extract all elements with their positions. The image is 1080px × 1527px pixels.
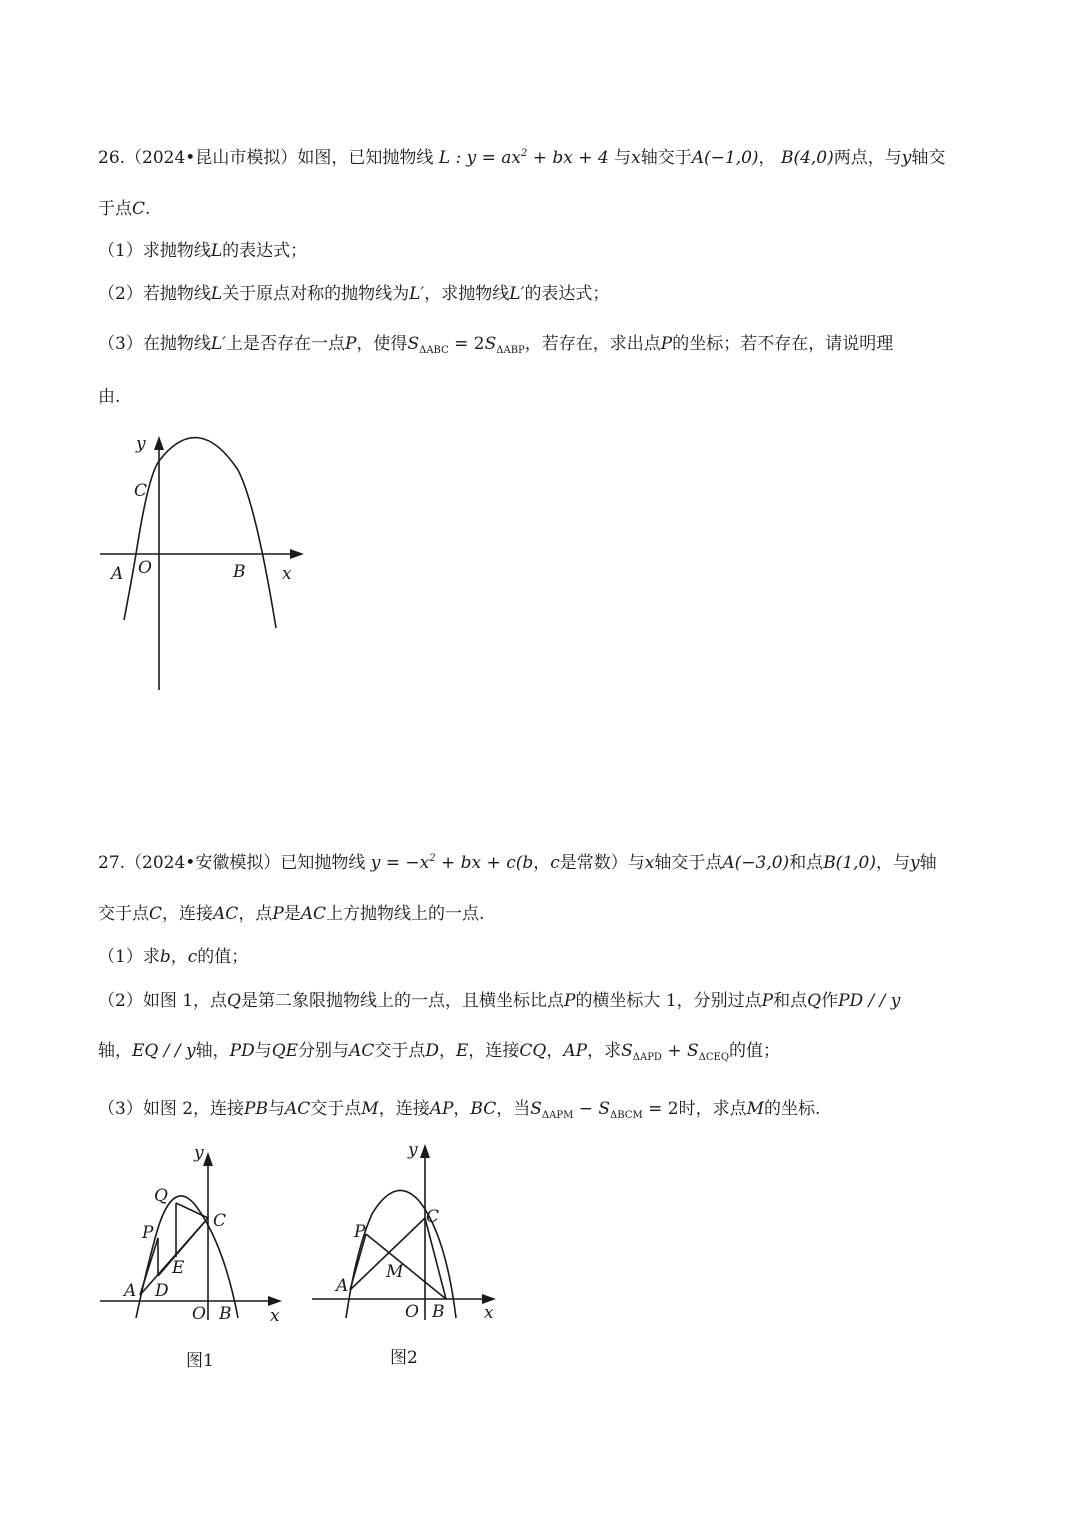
fig26-label-b: B [233, 562, 246, 582]
q27-line-2: 交于点C，连接AC，点P是AC上方抛物线上的一点. [98, 904, 485, 924]
fig2-label-p: P [354, 1222, 366, 1242]
q26-equation: L : $y = ax^2$ + bx + 4 [438, 148, 609, 168]
q26-var-y: y [901, 148, 912, 168]
q26-line-2: 于点C. [98, 199, 151, 219]
q27-part-1: （1）求b，c的值； [98, 947, 249, 967]
fig26-label-y: y [136, 434, 146, 454]
q26-text: 轴交 [911, 148, 946, 168]
fig1-label-c: C [213, 1211, 227, 1231]
q26-point-b: B(4,0) [780, 148, 834, 168]
fig2-label-x: x [484, 1303, 494, 1323]
fig2-label-o: O [405, 1302, 419, 1322]
fig1-label-q: Q [154, 1186, 168, 1206]
y-axis-arrow [420, 1144, 430, 1158]
q27-part-2-cont: 轴，EQ / / y轴，PD与QE分别与AC交于点D，E，连接CQ，AP，求$S_{\Delta APD} + S_{\Delta CEQ}$的值； [98, 1041, 781, 1063]
fig1-label-x: x [270, 1306, 280, 1326]
q26-part-1: （1）求抛物线L的表达式； [98, 241, 308, 261]
fig1-label-y: y [194, 1143, 204, 1163]
q27-part-2: （2）如图 1，点Q是第二象限抛物线上的一点，且横坐标比点P的横坐标大 1，分别过点P和点Q作PD / / y [98, 991, 901, 1011]
fig1-label-p: P [142, 1223, 154, 1243]
q26-text: 与 [614, 148, 632, 168]
q26-part-2: （2）若抛物线L关于原点对称的抛物线为L′，求抛物线L′的表达式； [98, 284, 610, 304]
q26-part-3: （3）在抛物线L′上是否存在一点P，使得$S_{\Delta ABC} = 2S_{\Delta ABP}$，若存在，求出点P的坐标；若不存在，请说明理 [98, 334, 894, 356]
fig26-label-o: O [138, 558, 152, 578]
fig1-label-b: B [219, 1304, 232, 1324]
fig26-label-x: x [282, 564, 292, 584]
fig2-label-m: M [386, 1262, 404, 1282]
q26-text: 轴交于 [640, 148, 692, 168]
fig2-label-a: A [336, 1276, 349, 1296]
fig1-label-d: D [155, 1281, 169, 1301]
segment-pb [366, 1234, 446, 1299]
fig1-label-o: O [192, 1304, 206, 1324]
q26-part-3-cont: 由. [98, 387, 121, 407]
q26-line-1: 26.（2024•昆山市模拟）如图，已知抛物线 L : $y = ax^2$ + bx + 4 与x轴交于A(−1,0)， B(4,0)两点，与y轴交 [98, 148, 946, 168]
fig2-label-c: C [426, 1207, 440, 1227]
q26-text: 两点，与 [833, 148, 902, 168]
q26-point-a: A(−1,0) [691, 148, 759, 168]
fig1-label-e: E [172, 1258, 185, 1278]
fig1-caption: 图1 [186, 1351, 214, 1371]
fig26-label-c: C [134, 481, 148, 501]
q26-var-x: x [631, 148, 641, 168]
q27-part-3: （3）如图 2，连接PB与AC交于点M，连接AP，BC，当$S_{\Delta APM} - S_{\Delta BCM} = 2$时，求点M的坐标. [98, 1099, 821, 1121]
q26-source: （2024•昆山市模拟） [125, 148, 298, 168]
q27-line-1: 27.（2024•安徽模拟）已知抛物线 $y = -x^2$ + bx + c(b，c是常数）与x轴交于点A(−3,0)和点B(1,0)，与y轴 [98, 853, 937, 873]
fig2-caption: 图2 [390, 1348, 418, 1368]
fig26-label-a: A [111, 564, 124, 584]
q26-number: 26. [98, 148, 126, 168]
q26-text: 如图，已知抛物线 [297, 148, 434, 168]
fig2-label-y: y [408, 1140, 418, 1160]
fig2-label-b: B [432, 1302, 445, 1322]
fig1-label-a: A [124, 1281, 137, 1301]
